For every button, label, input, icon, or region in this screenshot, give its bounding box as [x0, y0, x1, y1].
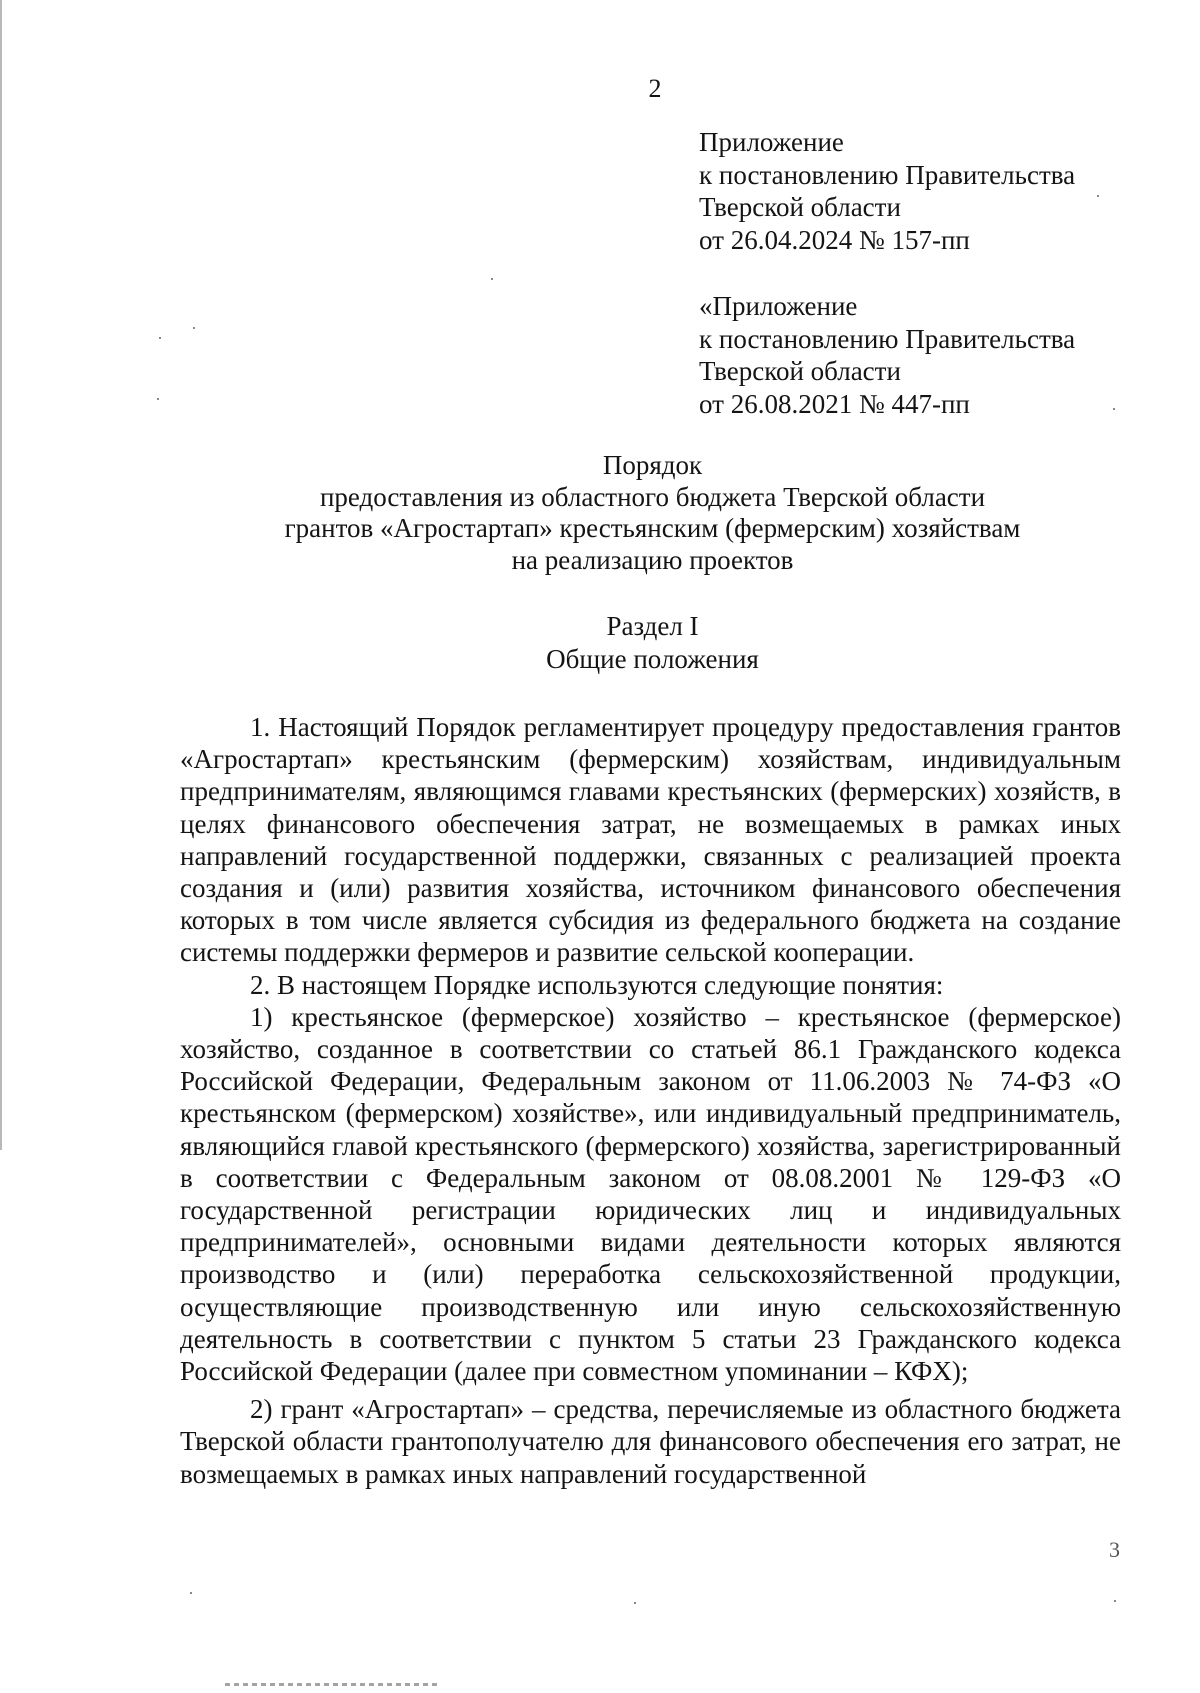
document-title — [180, 450, 1125, 576]
scan-speck — [491, 278, 493, 280]
scan-speck — [634, 1602, 636, 1604]
page-number: 2 — [648, 74, 662, 103]
title-line: Порядок — [602, 450, 703, 480]
title-line: на реализацию проектов — [511, 544, 794, 575]
body-text — [180, 711, 1121, 1490]
margin-mark: 3 — [1109, 1537, 1120, 1562]
section-number: Раздел I — [606, 611, 699, 641]
scan-speck — [1097, 195, 1099, 197]
paragraph: 2) грант «Агростартап» – средства, перечисляемые из областного бюджета Тверской области грантополучателю для финансового обеспечения его затрат, не возмещаемых в рамках иных направлений государственной — [180, 1394, 1121, 1489]
appendix-line: «Приложение — [699, 291, 858, 321]
scan-speck — [1114, 1600, 1116, 1602]
appendix-line: Приложение — [699, 127, 844, 157]
paragraph: 1) крестьянское (фермерское) хозяйство – крестьянское (фермерское) хозяйство, созданное в соответствии со статьей 86.1 Гражданского кодекса Российской Федерации, Федеральным законом от 11.06.2003 № 74-ФЗ «О крестьянском (фермерском) хозяйстве», или индивидуальный предприниматель, являющийся главой крестьянского (фермерского) хозяйства, зарегистрированный в соответствии с Федеральным законом от 08.08.2001 № 129-ФЗ «О государственной регистрации юридических лиц и индивидуальных предпринимателей», основными видами деятельности которых являются производство и (или) переработка сельскохозяйственной продукции, осуществляющие производственную или иную сельскохозяйственную деятельность в соответствии с пунктом 5 статьи 23 Гражданского кодекса Российской Федерации (далее при совместном упоминании – КФХ); — [180, 1001, 1121, 1387]
appendix-header-current — [699, 126, 1075, 256]
appendix-line: к постановлению Правительства — [699, 323, 1076, 354]
scan-artifact — [225, 1683, 440, 1686]
section-name: Общие положения — [546, 644, 759, 674]
scan-left-border — [0, 0, 2, 1150]
scan-speck — [1113, 408, 1115, 410]
appendix-line: Тверской области — [699, 356, 901, 386]
section-heading — [180, 610, 1125, 676]
scan-speck — [190, 1592, 192, 1594]
appendix-line: к постановлению Правительства — [699, 159, 1076, 190]
scan-speck — [193, 327, 195, 329]
scan-speck — [159, 337, 161, 339]
appendix-header-original — [699, 290, 1075, 420]
title-line: грантов «Агростартап» крестьянским (фермерским) хозяйствам — [284, 513, 1021, 543]
scan-speck — [157, 398, 159, 400]
paragraph: 1. Настоящий Порядок регламентирует процедуру предоставления грантов «Агростартап» крестьянским (фермерским) хозяйствам, индивидуальным предпринимателям, являющимся главами крестьянских (фермерских) хозяйств, в целях финансового обеспечения затрат, не возмещаемых в рамках иных направлений государственной поддержки, связанных с реализацией проекта создания и (или) развития хозяйства, источником финансового обеспечения которых в том числе является субсидия из федерального бюджета на создание системы поддержки фермеров и развитие сельской кооперации. — [180, 712, 1121, 968]
appendix-date-number: от 26.04.2024 № 157-пп — [699, 224, 970, 255]
paragraph: 2. В настоящем Порядке используются следующие понятия: — [250, 969, 944, 1000]
title-line: предоставления из областного бюджета Тверской области — [319, 481, 986, 512]
appendix-line: Тверской области — [699, 192, 901, 222]
appendix-date-number: от 26.08.2021 № 447-пп — [699, 388, 970, 419]
